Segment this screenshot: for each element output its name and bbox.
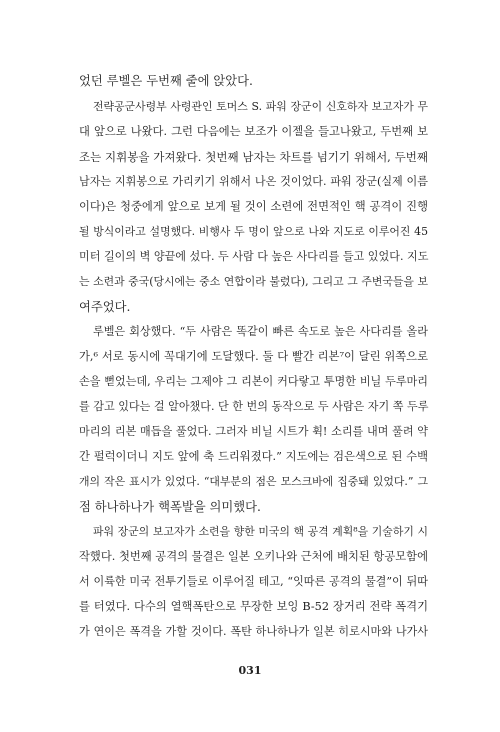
text-line: 여주었다. (79, 300, 131, 314)
text-line: 서 이륙한 미국 전투기들로 이루어질 테고, “잇따른 공격의 물결”이 뒤따 (79, 575, 428, 588)
text-line: 가,⁶ 서로 동시에 꼭대기에 도달했다. 둘 다 빨간 리본⁷이 달린 위쪽으로 (79, 350, 428, 363)
text-line: 었던 루벨은 두번째 줄에 앉았다. (79, 74, 253, 88)
text-line: 미터 길이의 벽 양끝에 섰다. 두 사람 다 높은 사다리를 들고 있었다. 지도 (79, 250, 429, 263)
text-line: 개의 작은 표시가 있었다. “대부분의 점은 모스크바에 집중돼 있었다.” 그 (79, 475, 428, 488)
text-line: 손을 뻗었는데, 우리는 그제야 그 리본이 커다랗고 투명한 비닐 두루마리 (79, 375, 428, 388)
text-line: 작했다. 첫번째 공격의 물결은 일본 오키나와 근처에 배치된 항공모함에 (79, 550, 428, 563)
text-line: 전략공군사령부 사령관인 토머스 S. 파워 장군이 신호하자 보고자가 무 (93, 100, 428, 113)
page-number: 031 (238, 664, 262, 677)
text-line: 남자는 지휘봉으로 가리키기 위해서 나온 것이었다. 파워 장군(실제 이름 (79, 175, 428, 188)
text-line: 가 연이은 폭격을 가할 것이다. 폭탄 하나하나가 일본 히로시마와 나가사 (79, 625, 428, 638)
text-line: 를 감고 있다는 걸 알아챘다. 단 한 번의 동작으로 두 사람은 자기 쪽 두루 (79, 400, 429, 413)
text-line: 조는 지휘봉을 가져왔다. 첫번째 남자는 차트를 넘기기 위해서, 두번째 (79, 150, 428, 164)
text-line: 는 소련과 중국(당시에는 중소 연합이라 불렸다), 그리고 그 주변국들을 보 (79, 275, 428, 288)
text-line: 마리의 리본 매듭을 풀었다. 그러자 비닐 시트가 휙! 소리를 내며 풀려 약 (79, 425, 428, 438)
text-line: 를 터였다. 다수의 열핵폭탄으로 무장한 보잉 B-52 장거리 전략 폭격기 (79, 600, 428, 613)
text-line: 이다)은 청중에게 앞으로 보게 될 것이 소련에 전면적인 핵 공격이 진행 (79, 200, 428, 213)
text-line: 파워 장군의 보고자가 소련을 향한 미국의 핵 공격 계획⁸을 기술하기 시 (93, 525, 428, 538)
text-line: 점 하나하나가 핵폭발을 의미했다. (79, 500, 261, 514)
text-line: 간 펄럭이더니 지도 앞에 축 드리워졌다.” 지도에는 검은색으로 된 수백 (79, 450, 428, 463)
text-line: 대 앞으로 나왔다. 그런 다음에는 보조가 이젤을 들고나왔고, 두번째 보 (79, 125, 428, 138)
text-line: 될 방식이라고 설명했다. 비행사 두 명이 앞으로 나와 지도로 이루어진 45 (79, 225, 428, 238)
text-line: 루벨은 회상했다. “두 사람은 똑같이 빠른 속도로 높은 사다리를 올라 (93, 325, 428, 338)
